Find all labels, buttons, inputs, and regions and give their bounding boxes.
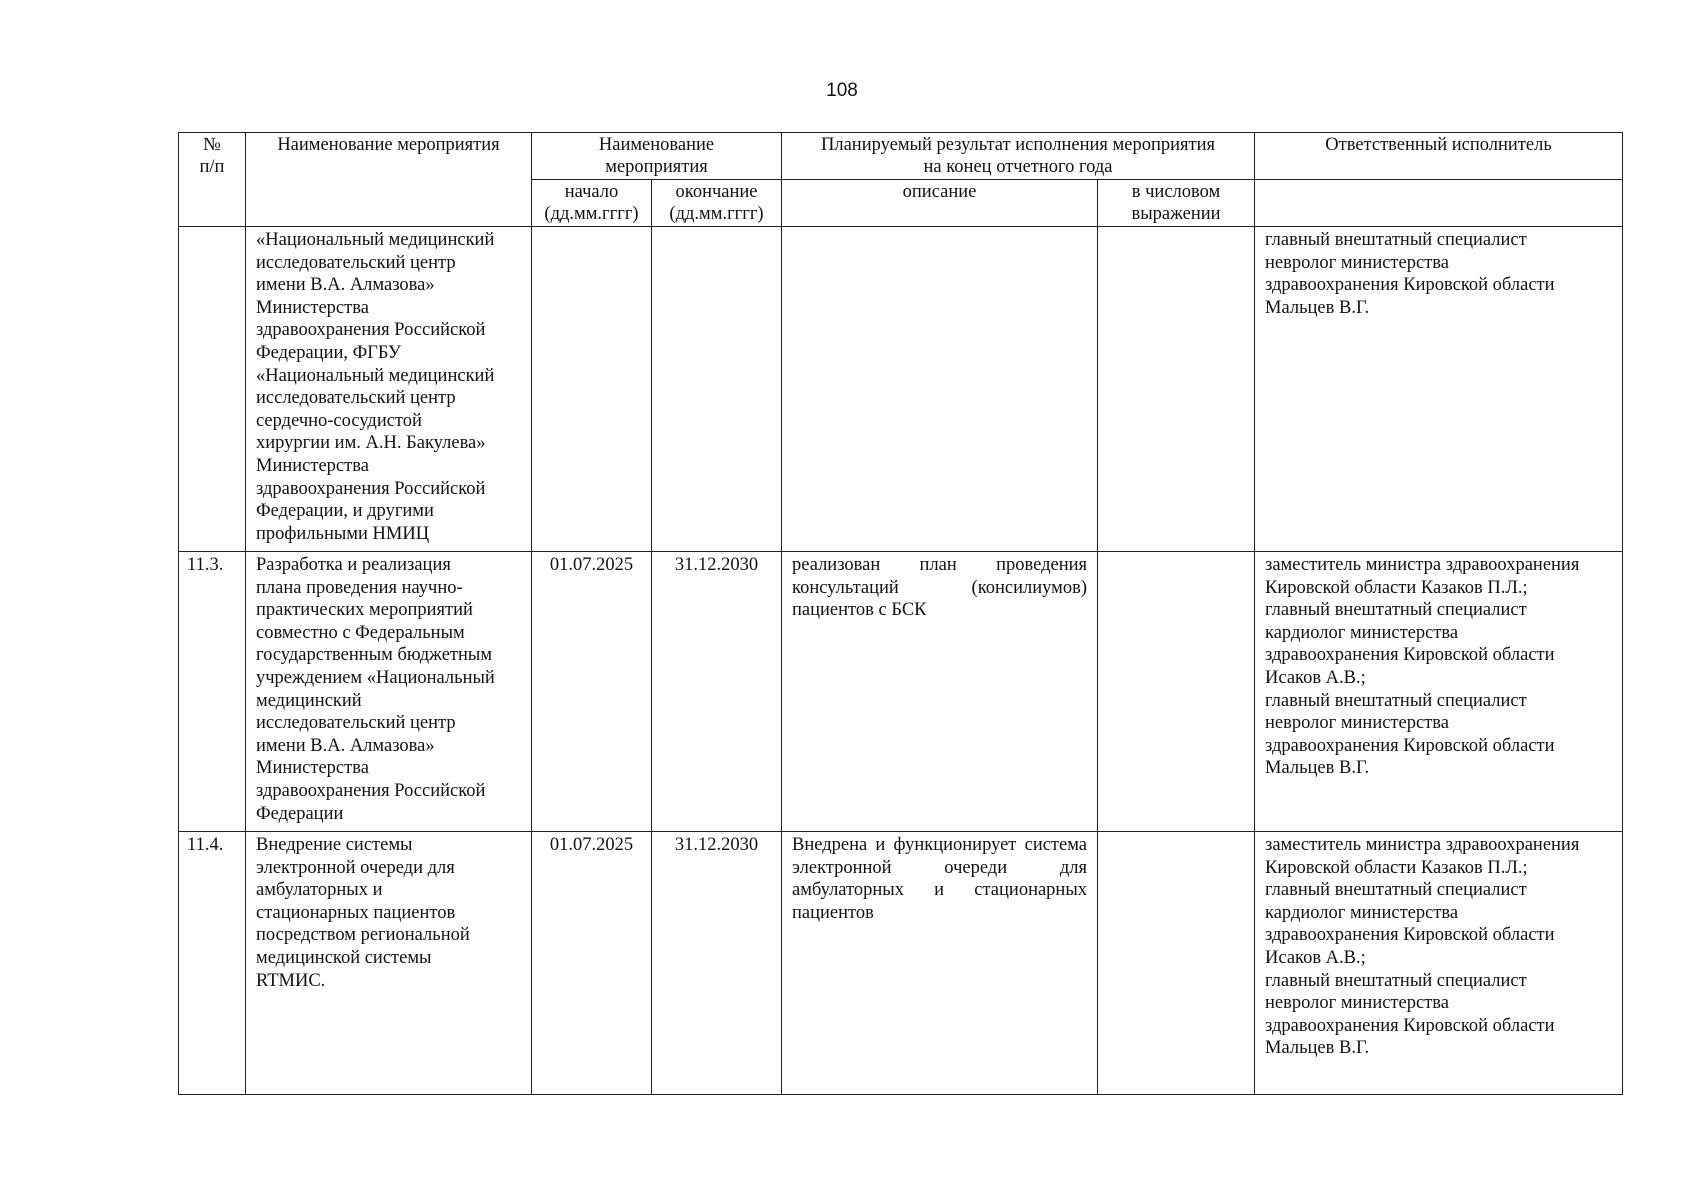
name-line: учреждением «Национальный (256, 667, 495, 688)
header-num (179, 133, 246, 227)
header-numeric-line: в числовом (1131, 182, 1221, 202)
row-numeric (1098, 552, 1255, 832)
name-line: имени В.А. Алмазова» (256, 275, 435, 296)
header-numeric-line: выражении (1131, 204, 1221, 224)
name-line: здравоохранения Российской (256, 780, 486, 801)
resp-line: Мальцев В.Г. (1265, 1038, 1370, 1059)
name-line: медицинской системы (256, 947, 432, 968)
name-line: Федерации (256, 803, 344, 824)
page-number: 108 (826, 80, 858, 101)
row-name (246, 832, 532, 1095)
row-numeric (1098, 227, 1255, 552)
row-end (652, 227, 782, 552)
name-line: профильными НМИЦ (256, 523, 430, 544)
name-line: посредством региональной (256, 925, 470, 946)
name-line: совместно с Федеральным (256, 622, 465, 643)
resp-line: невролог министерства (1265, 713, 1449, 734)
name-line: Разработка и реализация (256, 555, 451, 575)
name-line: сердечно-сосудистой (256, 410, 422, 431)
header-num-line: № (203, 135, 221, 155)
header-desc: описание (782, 180, 1098, 227)
header-result-group (782, 133, 1255, 180)
resp-line: Исаков А.В.; (1265, 667, 1366, 688)
resp-line: Кировской области Казаков П.Л.; (1265, 857, 1528, 878)
row-start: 01.07.2025 (532, 832, 652, 1095)
resp-line: заместитель министра здравоохранения (1265, 835, 1580, 855)
header-dates-group (532, 133, 782, 180)
resp-line: кардиолог министерства (1265, 622, 1459, 643)
row-responsible (1255, 552, 1623, 832)
row-start (532, 227, 652, 552)
name-line: исследовательский центр (256, 388, 456, 409)
header-end-line: окончание (675, 182, 758, 202)
row-desc: Внедрена и функционирует система электронной очереди для амбулаторных и стационарных пациентов (782, 832, 1098, 1095)
header-empty (1255, 180, 1623, 227)
name-line: электронной очереди для (256, 857, 455, 878)
header-start (532, 180, 652, 227)
header-dates-line: мероприятия (605, 157, 708, 177)
name-line: хирургии им. А.Н. Бакулева» (256, 433, 486, 454)
header-end-line: (дд.мм.гггг) (669, 204, 764, 224)
name-line: Министерства (256, 455, 369, 476)
resp-line: заместитель министра здравоохранения (1265, 555, 1580, 575)
name-line: «Национальный медицинский (256, 365, 495, 386)
header-result-line: на конец отчетного года (923, 157, 1113, 177)
name-line: Министерства (256, 758, 369, 779)
resp-line: главный внештатный специалист (1265, 600, 1527, 621)
resp-line: Кировской области Казаков П.Л.; (1265, 577, 1528, 598)
row-end: 31.12.2030 (652, 832, 782, 1095)
row-name (246, 227, 532, 552)
events-table (178, 132, 1623, 1095)
resp-line: кардиолог министерства (1265, 902, 1459, 923)
row-num: 11.3. (179, 552, 246, 832)
name-line: здравоохранения Российской (256, 478, 486, 499)
header-num-line: п/п (199, 157, 225, 177)
resp-line: главный внештатный специалист (1265, 230, 1527, 250)
name-line: государственным бюджетным (256, 645, 493, 666)
header-result-line: Планируемый результат исполнения мероприятия (821, 135, 1216, 155)
table-row (179, 227, 1623, 552)
resp-line: Мальцев В.Г. (1265, 758, 1370, 779)
row-desc: реализован план проведения консультаций (консилиумов) пациентов с БСК (782, 552, 1098, 832)
row-numeric (1098, 832, 1255, 1095)
name-line: исследовательский центр (256, 252, 456, 273)
resp-line: здравоохранения Кировской области (1265, 275, 1555, 296)
header-dates-line: Наименование (598, 135, 715, 155)
resp-line: здравоохранения Кировской области (1265, 645, 1555, 666)
resp-line: невролог министерства (1265, 993, 1449, 1014)
name-line: «Национальный медицинский (256, 230, 495, 250)
resp-line: невролог министерства (1265, 252, 1449, 273)
resp-line: главный внештатный специалист (1265, 970, 1527, 991)
resp-line: Исаков А.В.; (1265, 947, 1366, 968)
name-line: здравоохранения Российской (256, 320, 486, 341)
row-desc (782, 227, 1098, 552)
table-row (179, 832, 1623, 1095)
header-start-line: начало (564, 182, 619, 202)
header-end (652, 180, 782, 227)
name-line: практических мероприятий (256, 600, 473, 621)
name-line: Федерации, ФГБУ (256, 342, 402, 363)
name-line: плана проведения научно- (256, 577, 463, 598)
header-responsible: Ответственный исполнитель (1255, 133, 1623, 180)
row-start: 01.07.2025 (532, 552, 652, 832)
header-row-1 (179, 133, 1623, 180)
row-responsible (1255, 227, 1623, 552)
row-responsible (1255, 832, 1623, 1095)
name-line: RTМИС. (256, 970, 326, 991)
header-name: Наименование мероприятия (246, 133, 532, 227)
row-num (179, 227, 246, 552)
name-line: амбулаторных и (256, 880, 383, 901)
resp-line: здравоохранения Кировской области (1265, 1015, 1555, 1036)
resp-line: главный внештатный специалист (1265, 690, 1527, 711)
resp-line: здравоохранения Кировской области (1265, 735, 1555, 756)
name-line: Министерства (256, 297, 369, 318)
name-line: Внедрение системы (256, 835, 413, 855)
resp-line: Мальцев В.Г. (1265, 297, 1370, 318)
name-line: медицинский (256, 690, 362, 711)
header-numeric (1098, 180, 1255, 227)
name-line: стационарных пациентов (256, 902, 456, 923)
name-line: исследовательский центр (256, 713, 456, 734)
table-row (179, 552, 1623, 832)
row-name (246, 552, 532, 832)
row-end: 31.12.2030 (652, 552, 782, 832)
row-num: 11.4. (179, 832, 246, 1095)
resp-line: главный внештатный специалист (1265, 880, 1527, 901)
name-line: Федерации, и другими (256, 501, 434, 522)
resp-line: здравоохранения Кировской области (1265, 925, 1555, 946)
header-start-line: (дд.мм.гггг) (544, 204, 639, 224)
name-line: имени В.А. Алмазова» (256, 735, 435, 756)
